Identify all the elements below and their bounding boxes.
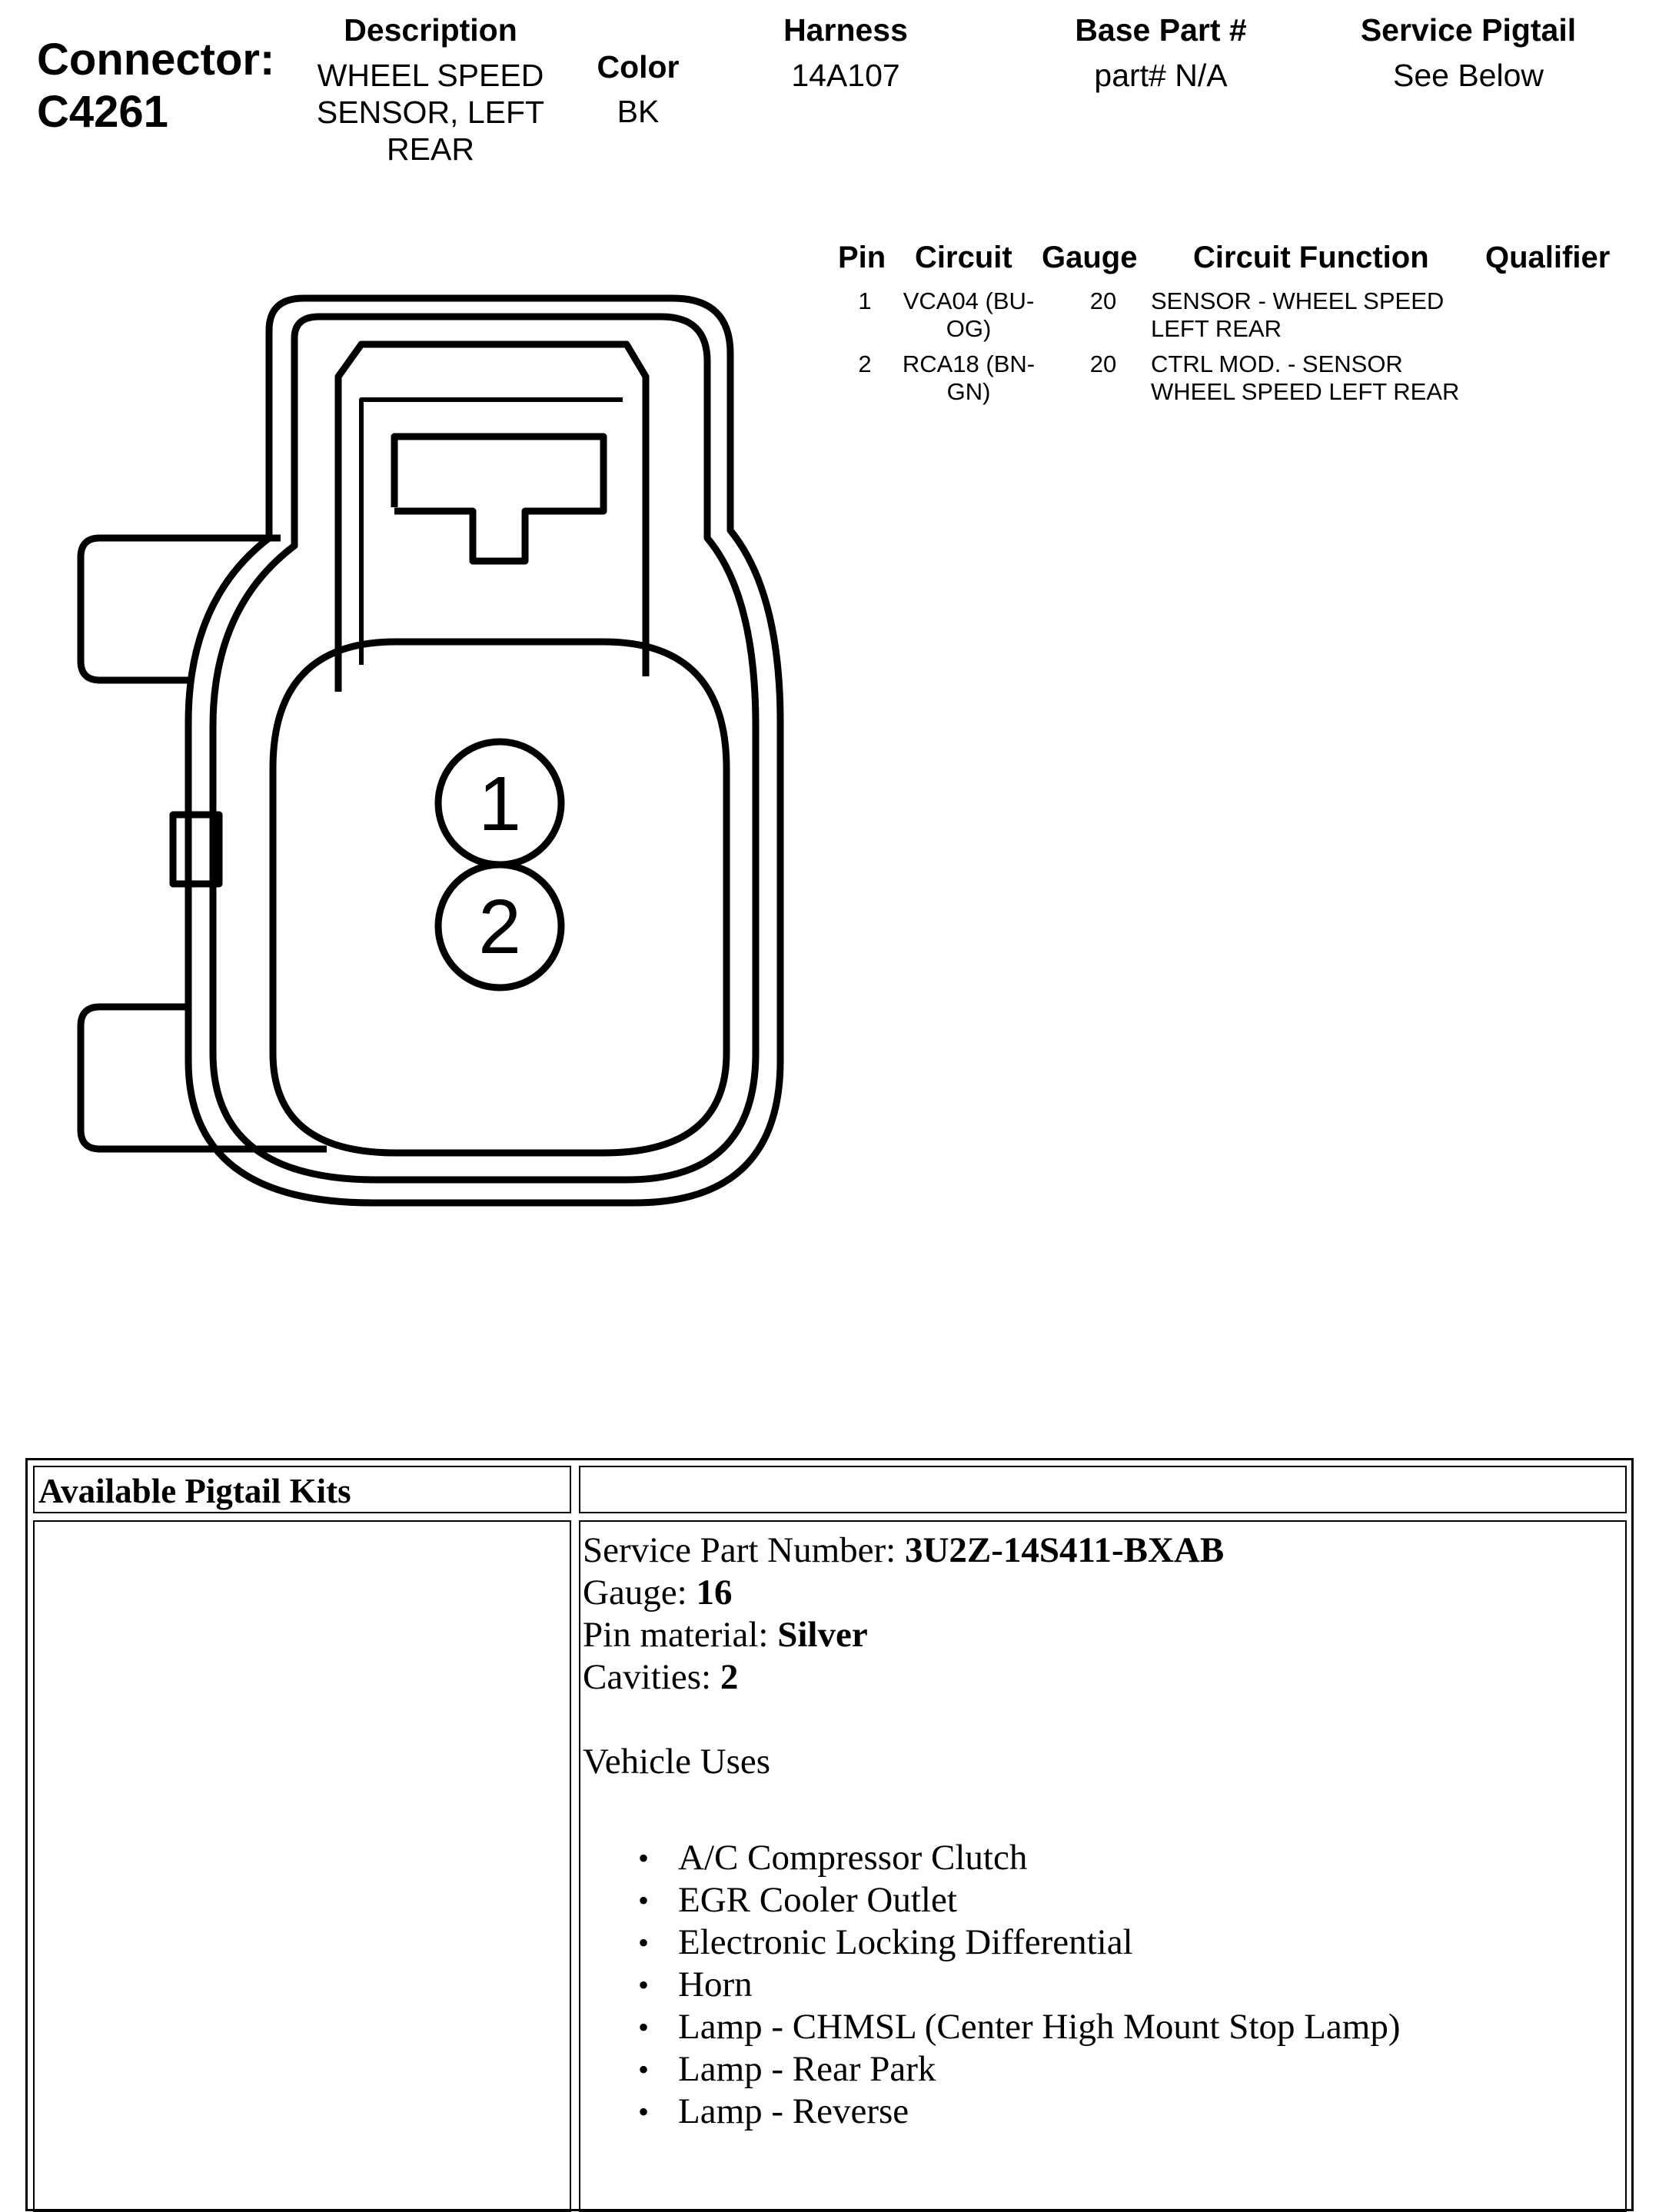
cavities-line [583, 1656, 1224, 1699]
service-part-line [583, 1529, 1224, 1572]
description-line: WHEEL SPEED [317, 58, 544, 93]
pin-function-line: SENSOR - WHEEL SPEED [1151, 287, 1445, 314]
vehicle-uses-list [638, 1837, 1400, 2133]
color-header: Color [597, 49, 680, 85]
pin-circuit-line: VCA04 (BU- [903, 287, 1035, 314]
service-pigtail-header: Service Pigtail [1360, 12, 1577, 48]
base-part-value: part# N/A [1094, 58, 1228, 93]
qualifier-header: Qualifier [1485, 241, 1611, 274]
pin-material-line [583, 1614, 1224, 1656]
pin-circuit-line: RCA18 (BN- [902, 350, 1036, 377]
pin-circuit-line: OG) [946, 315, 992, 342]
list-item: • A/C Compressor Clutch [638, 1837, 1400, 1879]
pin-number: 2 [858, 350, 872, 377]
list-item: • EGR Cooler Outlet [638, 1879, 1400, 1921]
vehicle-uses-label: Vehicle Uses [583, 1742, 771, 1782]
pin-function-line: CTRL MOD. - SENSOR [1151, 350, 1403, 377]
description-header: Description [344, 12, 517, 48]
pin-gauge: 20 [1089, 287, 1117, 314]
gauge-value: 16 [696, 1573, 733, 1613]
circuit-header: Circuit [915, 241, 1012, 274]
pigtail-header-empty-cell [579, 1466, 1627, 1513]
connector-lock [394, 437, 603, 561]
connector-label-line1: Connector: [37, 35, 275, 85]
service-part-number: 3U2Z-14S411-BXAB [904, 1530, 1225, 1570]
base-part-header: Base Part # [1075, 12, 1247, 48]
list-item: • Lamp - Reverse [638, 2091, 1400, 2133]
list-item: • Electronic Locking Differential [638, 1921, 1400, 1964]
description-value [296, 57, 565, 168]
list-item: • Lamp - Rear Park [638, 2048, 1400, 2091]
connector-label [37, 34, 274, 138]
list-item: • Lamp - CHMSL (Center High Mount Stop Lamp) [638, 2006, 1400, 2048]
circuit-function-header: Circuit Function [1193, 241, 1429, 274]
pin-gauge: 20 [1089, 350, 1117, 377]
pin-function [1151, 287, 1520, 343]
pigtail-details [583, 1529, 1224, 1783]
pin-material-label: Pin material: [583, 1615, 778, 1655]
service-pigtail-value: See Below [1392, 58, 1544, 93]
color-value: BK [617, 94, 660, 129]
connector-face-diagram [73, 292, 811, 1214]
gauge-label: Gauge: [583, 1573, 697, 1613]
pin-2-label: 2 [478, 884, 521, 970]
pin-header: Pin [838, 241, 886, 274]
pin-function-line: WHEEL SPEED LEFT REAR [1151, 378, 1460, 405]
gauge-header: Gauge [1042, 241, 1138, 274]
pin-circuit [892, 350, 1046, 406]
cavities-value: 2 [720, 1657, 739, 1697]
harness-header: Harness [783, 12, 908, 48]
pin-number: 1 [858, 287, 872, 314]
service-part-label: Service Part Number: [583, 1530, 905, 1570]
gauge-line [583, 1572, 1224, 1614]
connector-latch-tab [81, 538, 281, 680]
pin-function-line: LEFT REAR [1151, 315, 1282, 342]
list-item: • Horn [638, 1964, 1400, 2006]
pin-circuit-line: GN) [946, 378, 991, 405]
connector-id: C4261 [37, 87, 168, 137]
pin-function [1151, 350, 1520, 406]
description-line: REAR [387, 131, 474, 167]
pin-circuit [892, 287, 1046, 343]
harness-value: 14A107 [791, 58, 900, 93]
pin-1-label: 1 [478, 761, 521, 847]
pigtail-title: Available Pigtail Kits [38, 1472, 351, 1510]
pigtail-image-cell [33, 1520, 571, 2212]
description-line: SENSOR, LEFT [316, 95, 545, 130]
pin-material-value: Silver [777, 1615, 868, 1655]
connector-housing-inner [213, 317, 756, 1180]
cavities-label: Cavities: [583, 1657, 720, 1697]
